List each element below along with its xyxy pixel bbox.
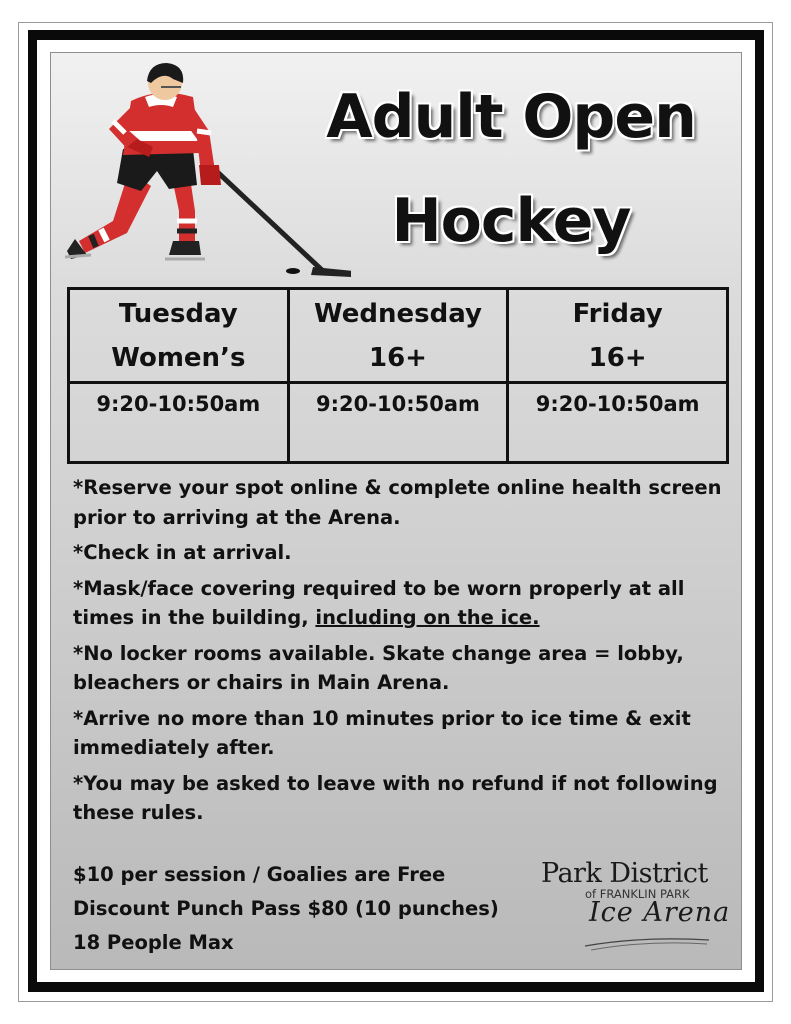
fee-session: $10 per session / Goalies are Free	[73, 863, 446, 886]
group-label: Women’s	[111, 343, 246, 373]
schedule-col-tuesday	[69, 289, 289, 383]
hockey-player-icon	[61, 61, 351, 281]
rule-arrival-time: *Arrive no more than 10 minutes prior to ice time & exit immediately after.	[73, 706, 691, 759]
group-label: 16+	[369, 343, 427, 373]
group-label: 16+	[588, 343, 647, 373]
rules-list	[73, 473, 733, 834]
day-label: Tuesday	[118, 299, 238, 329]
rule-check-in: *Check in at arrival.	[73, 541, 292, 564]
title-line-1: Adult Open	[326, 82, 696, 152]
rule-locker-rooms: *No locker rooms available. Skate change area = lobby, bleachers or chairs in Main Arena.	[73, 641, 684, 694]
schedule-table	[67, 287, 729, 464]
schedule-header-row	[69, 289, 728, 383]
fee-punch-pass: Discount Punch Pass $80 (10 punches)	[73, 897, 499, 920]
flyer-panel	[50, 52, 742, 970]
logo-name: Park District	[541, 858, 708, 889]
title-line-2: Hockey	[391, 186, 631, 256]
time-cell: 9:20-10:50am	[508, 383, 728, 463]
capacity: 18 People Max	[73, 931, 234, 954]
time-cell: 9:20-10:50am	[288, 383, 508, 463]
rule-refund: *You may be asked to leave with no refund if not following these rules.	[73, 771, 718, 824]
schedule-col-wednesday	[288, 289, 508, 383]
rule-reserve: *Reserve your spot online & complete online health screen prior to arriving at the Arena.	[73, 476, 722, 529]
park-district-logo	[541, 858, 731, 958]
rule-mask-text: *Mask/face covering required to be worn properly at all times in the building,	[73, 576, 685, 629]
fees-block	[73, 858, 573, 960]
day-label: Friday	[572, 299, 663, 329]
day-label: Wednesday	[314, 299, 482, 329]
logo-arena: Ice Arena	[589, 897, 731, 928]
logo-swoosh-icon	[583, 932, 713, 952]
schedule-time-row	[69, 383, 728, 463]
time-cell: 9:20-10:50am	[69, 383, 289, 463]
rule-mask-emphasis: including on the ice.	[315, 606, 540, 629]
schedule-col-friday	[508, 289, 728, 383]
logo-subtitle: of FRANKLIN PARK	[585, 887, 690, 901]
rule-mask	[73, 574, 733, 633]
